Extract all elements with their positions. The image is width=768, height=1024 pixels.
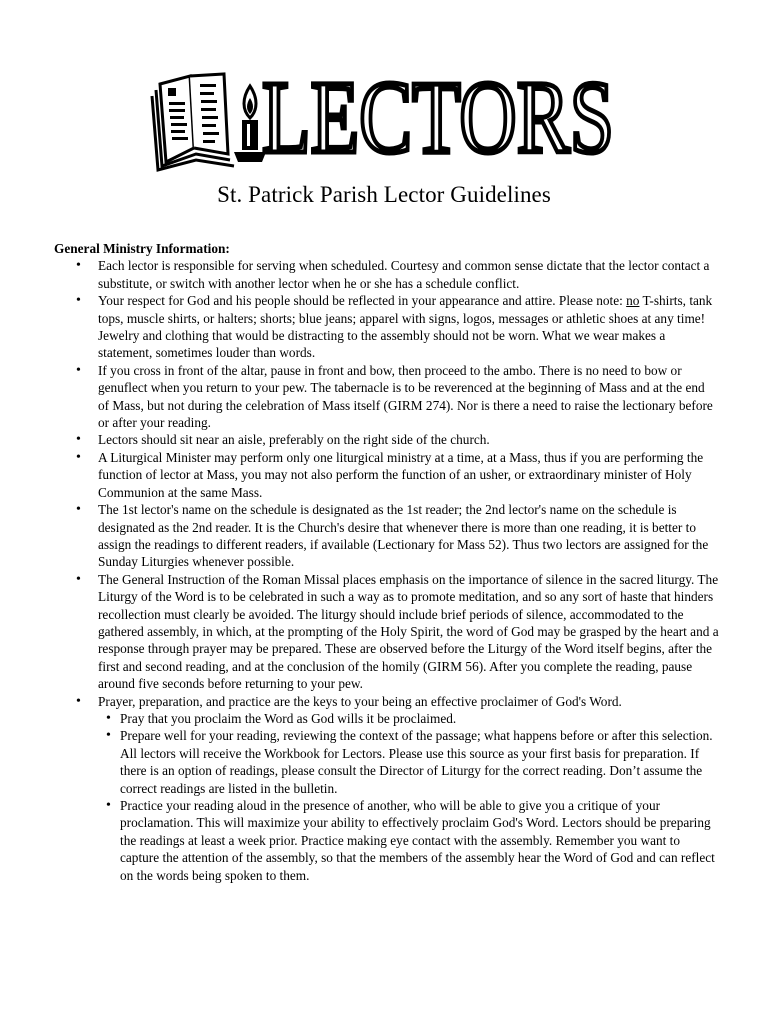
list-item [98,292,719,362]
guidelines-body [54,240,719,884]
section-heading: General Ministry Information: [54,241,230,256]
item-text: Your respect for God and his people should be reflected in your appearance and attire. Please note: [98,293,627,309]
sub-list [98,710,719,884]
item-emphasis: no [626,293,640,309]
list-item [98,693,719,884]
sub-list-item: • Pray that you proclaim the Word as God wills it be proclaimed. [120,710,719,727]
book-and-candle-icon [150,62,270,172]
lectors-wordmark [262,60,622,175]
list-item: • If you cross in front of the altar, pause in front and bow, then proceed to the ambo. There is no need to bow or genuflect when you return to your pew. The tabernacle is to be reverenced at the beginning of Mass and at the end of Mass, but not during the celebration of Mass itself (GIRM 274). Nor is there a need to raise the lectionary before or after your reading. [98,362,719,432]
item-text: Prayer, preparation, and practice are the keys to your being an effective proclaimer of God's Word. [98,693,622,709]
sub-list-item: • Prepare well for your reading, reviewing the context of the passage; what happens before or after this selection. All lectors will receive the Workbook for Lectors. Please use this source as your first basis for preparation. If there is an option of readings, please consult the Director of Liturgy for the correct reading. Don’t assume the correct readings are listed in the bulletin. [120,727,719,797]
list-item: • A Liturgical Minister may perform only one liturgical ministry at a time, at a Mass, thus if you are performing the function of lector at Mass, you may not also perform the function of an usher, or extraordinary minister of Holy Communion at the same Mass. [98,449,719,501]
page-title: St. Patrick Parish Lector Guidelines [217,182,551,207]
logo-word-text: LECTORS [262,60,614,175]
list-item: • The 1st lector's name on the schedule is designated as the 1st reader; the 2nd lector's name on the schedule is designated as the 2nd reader. It is the Church's desire that whenever there is more than one reading, it is better to assign the readings to different readers, if available (Lectionary for Mass 52). Thus two lectors are assigned for the Sunday Liturgies whenever possible. [98,501,719,571]
list-item: • Lectors should sit near an aisle, preferably on the right side of the church. [98,431,719,448]
list-item: • Each lector is responsible for serving when scheduled. Courtesy and common sense dictate that the lector contact a substitute, or switch with another lector when he or she has a schedule conflict. [98,257,719,292]
guidelines-list [54,257,719,884]
list-item: • The General Instruction of the Roman Missal places emphasis on the importance of silence in the sacred liturgy. The Liturgy of the Word is to be celebrated in such a way as to promote meditation, and so any sort of haste that hinders recollection must clearly be avoided. The liturgy should include brief periods of silence, accommodated to the gathered assembly, in which, at the prompting of the Holy Spirit, the word of God may be grasped by the heart and a response through prayer may be prepared. These are observed before the Liturgy of the Word itself begins, after the first and second reading, and at the conclusion of the homily (GIRM 56). After you complete the reading, pause around five seconds before returning to your pew. [98,571,719,693]
item-text: T-shirts, tank tops, muscle shirts, or halters; shorts; blue jeans; apparel with signs, logos, messages or athletic shoes at any time! Jewelry and clothing that would be distracting to the assembly should not be worn. What we wear makes a statement, sometimes louder than words. [98,293,713,361]
lectors-logo [150,60,630,175]
sub-list-item: • Practice your reading aloud in the presence of another, who will be able to give you a critique of your proclamation. This will maximize your ability to effectively proclaim God's Word. Lectors should be preparing the readings at least a week prior. Practice making eye contact with the assembly. Remember you want to capture the attention of the assembly, so that the members of the assembly hear the Word of God and can reflect on the words being spoken to them. [120,797,719,884]
